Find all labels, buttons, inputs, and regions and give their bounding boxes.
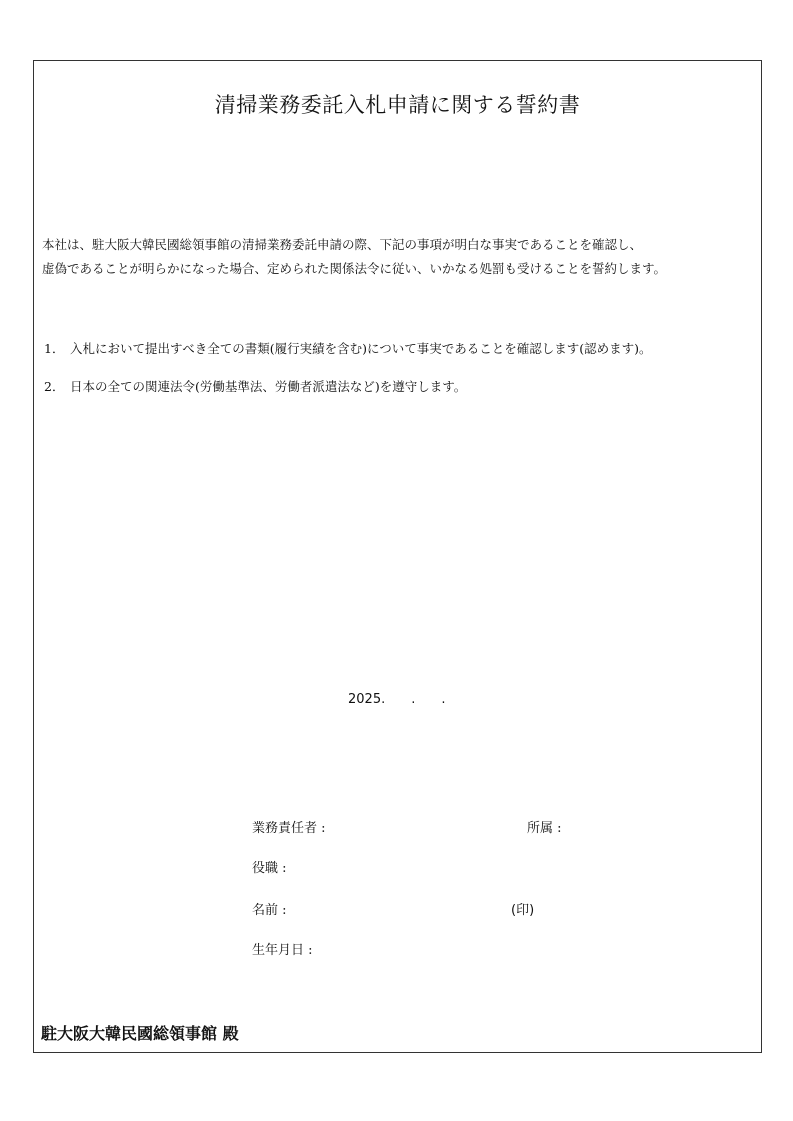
document-title: 清掃業務委託入札申請に関する誓約書 <box>214 93 581 117</box>
date-line <box>348 692 446 707</box>
pledge-item-2 <box>44 377 466 395</box>
affiliation-label: 所属 : <box>527 821 562 836</box>
birthdate-label: 生年月日 : <box>252 943 313 958</box>
intro-line-1: 本社は、駐大阪大韓民國総領事館の清掃業務委託申請の際、下記の事項が明白な事実であることを確認し、 <box>42 237 643 252</box>
intro-paragraph <box>42 233 754 281</box>
pledge-item-number: 1． <box>44 341 65 356</box>
date-month-separator: . <box>411 692 416 707</box>
position-label: 役職 : <box>252 861 287 876</box>
seal-label: (印) <box>511 903 535 918</box>
pledge-item-1 <box>44 339 652 357</box>
name-label: 名前 : <box>252 903 287 918</box>
document-frame <box>33 60 762 1053</box>
date-year: 2025. <box>348 692 386 707</box>
pledge-item-text: 日本の全ての関連法令(労働基準法、労働者派遣法など)を遵守します。 <box>70 379 467 394</box>
date-day-separator: . <box>441 692 446 707</box>
pledge-item-number: 2． <box>44 379 65 394</box>
responsible-person-label: 業務責任者 : <box>252 821 326 836</box>
pledge-item-text: 入札において提出すべき全ての書類(履行実績を含む)について事実であることを確認します(認めます)。 <box>70 341 652 356</box>
addressee: 駐大阪大韓民國総領事館 殿 <box>41 1024 239 1043</box>
intro-line-2: 虚偽であることが明らかになった場合、定められた関係法令に従い、いかなる処罰も受けることを誓約します。 <box>42 261 667 276</box>
